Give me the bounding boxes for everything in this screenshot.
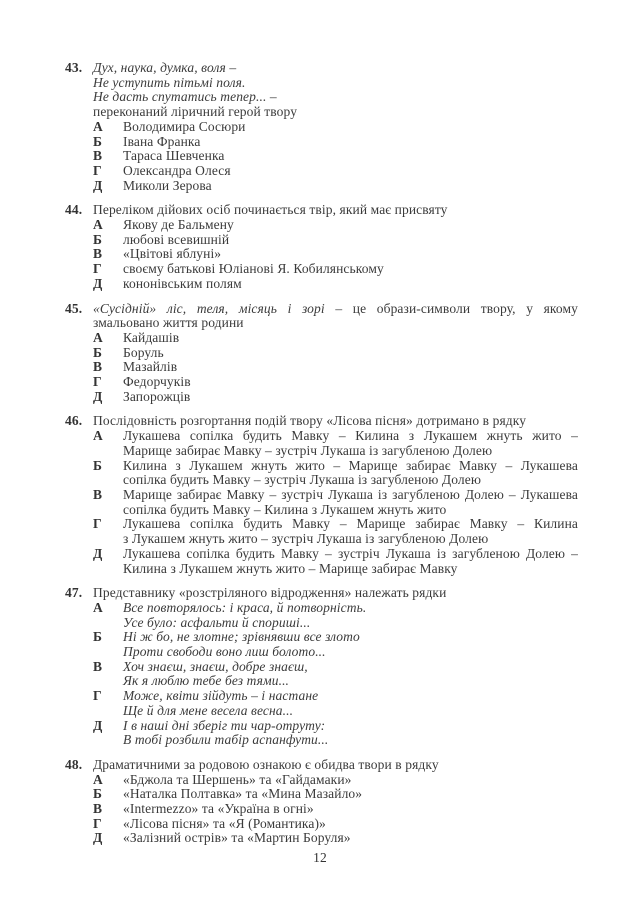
question-body xyxy=(93,758,578,846)
option-row xyxy=(93,331,578,346)
option-text: своєму батькові Юліанові Я. Кобилянському xyxy=(123,261,384,277)
option-row xyxy=(93,488,578,517)
option-text: Лукашева сопілка будить Мавку – Марище забирає Мавку – Килина з Лукашем жнуть жито – зустріч Лукаша із загубленою Долею xyxy=(123,516,578,547)
option-row xyxy=(93,233,578,248)
option-row xyxy=(93,773,578,788)
stem-line: Переліком дійових осіб починається твір, який має присвяту xyxy=(93,202,448,218)
option-text: Миколи Зерова xyxy=(123,177,212,193)
option-text: Олександра Олеся xyxy=(123,162,231,178)
question-47 xyxy=(65,586,578,748)
option-letter: В xyxy=(93,486,103,502)
option-text: Запорожців xyxy=(123,388,191,404)
option-row xyxy=(93,360,578,375)
option-row xyxy=(93,787,578,802)
option-row xyxy=(93,218,578,233)
option-letter: В xyxy=(93,246,103,262)
option-row xyxy=(93,459,578,488)
option-row xyxy=(93,719,578,748)
option-row xyxy=(93,120,578,135)
page-number: 12 xyxy=(313,850,327,865)
option-letter: Д xyxy=(93,830,103,846)
option-text: Мазайлів xyxy=(123,359,178,375)
option-row xyxy=(93,164,578,179)
option-text: Тараса Шевченка xyxy=(123,148,225,164)
option-text: Володимира Сосюри xyxy=(123,118,246,134)
option-text: І в наші дні зберіг ти чар-отруту: В тобі розбили табір аспанфути... xyxy=(123,717,329,748)
option-text: «Intermezzo» та «Україна в огні» xyxy=(123,801,314,817)
stem-line: змальовано життя родини xyxy=(93,315,244,331)
option-letter: Д xyxy=(93,388,103,404)
question-body xyxy=(93,302,578,405)
question-number: 45. xyxy=(65,300,83,316)
option-row xyxy=(93,375,578,390)
option-row xyxy=(93,149,578,164)
option-text: кононівським полям xyxy=(123,275,242,291)
option-letter: А xyxy=(93,428,103,444)
option-letter: А xyxy=(93,329,103,345)
option-letter: Д xyxy=(93,545,103,561)
stem-line: переконаний ліричний герой твору xyxy=(93,104,298,120)
option-text: Якову де Бальмену xyxy=(123,217,234,233)
stem-italic-phrase: «Сусідній» ліс, теля, місяць і зорі xyxy=(93,300,325,316)
question-number: 43. xyxy=(65,60,83,75)
option-row xyxy=(93,179,578,194)
option-text: «Бджола та Шершень» та «Гайдамаки» xyxy=(123,771,352,787)
option-letter: Б xyxy=(93,786,103,802)
option-letter: В xyxy=(93,658,103,674)
option-text: Може, квіти зійдуть – і настане Ще й для мене весела весна... xyxy=(123,688,319,718)
stem-line: Не уступить пітьмі поля. xyxy=(93,74,246,90)
question-48 xyxy=(65,758,578,846)
option-row xyxy=(93,660,578,689)
option-letter: Д xyxy=(93,717,103,733)
option-row xyxy=(93,390,578,405)
stem-line: Дух, наука, думка, воля – xyxy=(93,60,237,75)
stem-line: Драматичними за родовою ознакою є обидва твори в рядку xyxy=(93,756,439,772)
option-text: Килина з Лукашем жнуть жито – Марище забирає Мавку – Лукашева сопілка будить Мавку – зустріч Лукаша із загубленою Долею xyxy=(123,457,578,488)
option-letter: Г xyxy=(93,688,102,704)
option-letter: А xyxy=(93,118,103,134)
option-row xyxy=(93,135,578,150)
option-text: Івана Франка xyxy=(123,133,201,149)
option-row xyxy=(93,262,578,277)
option-letter: А xyxy=(93,599,103,615)
option-row xyxy=(93,277,578,292)
question-number: 47. xyxy=(65,585,83,601)
question-number: 44. xyxy=(65,202,83,218)
option-row xyxy=(93,547,578,576)
question-number: 48. xyxy=(65,756,83,772)
option-letter: А xyxy=(93,217,103,233)
option-text: Федорчуків xyxy=(123,374,191,390)
option-row xyxy=(93,831,578,846)
option-letter: Б xyxy=(93,629,103,645)
option-text: «Залізний острів» та «Мартин Боруля» xyxy=(123,830,351,846)
option-letter: Д xyxy=(93,177,103,193)
option-text: «Лісова пісня» та «Я (Романтика)» xyxy=(123,815,326,831)
option-letter: А xyxy=(93,771,103,787)
option-text: Лукашева сопілка будить Мавку – зустріч Лукаша із загубленою Долею – Килина з Лукашем жнуть жито – Марище забирає Мавку xyxy=(123,545,578,576)
option-row xyxy=(93,630,578,659)
question-46 xyxy=(65,414,578,576)
question-body xyxy=(93,61,578,193)
option-text: Ні ж бо, не злотне; зрівнявши все злото Проти свободи воно лиш болото... xyxy=(123,629,360,660)
option-letter: В xyxy=(93,148,103,164)
stem-line: Послідовність розгортання подій твору «Лісова пісня» дотримано в рядку xyxy=(93,413,527,429)
option-letter: Г xyxy=(93,261,102,277)
option-text: Боруль xyxy=(123,344,164,360)
question-number: 46. xyxy=(65,413,83,429)
option-row xyxy=(93,429,578,458)
question-45 xyxy=(65,302,578,405)
option-row xyxy=(93,517,578,546)
question-body xyxy=(93,586,578,748)
question-body xyxy=(93,414,578,576)
stem-line xyxy=(93,302,578,317)
option-text: Марище забирає Мавку – зустріч Лукаша із загубленою Долею – Лукашева сопілка будить Мавку – Килина з Лукашем жнуть жито xyxy=(123,486,578,517)
option-letter: Б xyxy=(93,457,103,473)
option-row xyxy=(93,601,578,630)
option-row xyxy=(93,346,578,361)
question-43 xyxy=(65,61,578,193)
option-letter: Б xyxy=(93,231,103,247)
stem-line: Представнику «розстріляного відродження» належать рядки xyxy=(93,585,447,601)
option-letter: Г xyxy=(93,516,102,532)
option-row xyxy=(93,689,578,718)
option-letter: В xyxy=(93,359,103,375)
question-44 xyxy=(65,203,578,291)
option-text: «Наталка Полтавка» та «Мина Мазайло» xyxy=(123,786,363,802)
option-letter: Б xyxy=(93,344,103,360)
stem-regular-phrase: – це образи-символи твору, у якому xyxy=(324,300,578,316)
option-letter: Г xyxy=(93,815,102,831)
option-letter: Г xyxy=(93,374,102,390)
option-text: Хоч знаєш, знаєш, добре знаєш, Як я люблю тебе без тями... xyxy=(123,658,308,689)
option-letter: В xyxy=(93,801,103,817)
option-text: Лукашева сопілка будить Мавку – Килина з Лукашем жнуть жито – Марище забирає Мавку – зустріч Лукаша із загубленою Долею xyxy=(123,428,578,458)
option-letter: Б xyxy=(93,133,103,149)
option-row xyxy=(93,247,578,262)
option-text: Все повторялось: і краса, й потворність. Усе було: асфальти й спориші... xyxy=(123,599,367,630)
option-row xyxy=(93,802,578,817)
option-row xyxy=(93,817,578,832)
stem-line: Не дасть спутатись тепер... – xyxy=(93,89,277,105)
option-text: Кайдашів xyxy=(123,329,180,345)
question-body xyxy=(93,203,578,291)
option-letter: Д xyxy=(93,275,103,291)
option-text: «Цвітові яблуні» xyxy=(123,246,222,262)
option-text: любові всевишній xyxy=(123,231,230,247)
option-letter: Г xyxy=(93,162,102,178)
